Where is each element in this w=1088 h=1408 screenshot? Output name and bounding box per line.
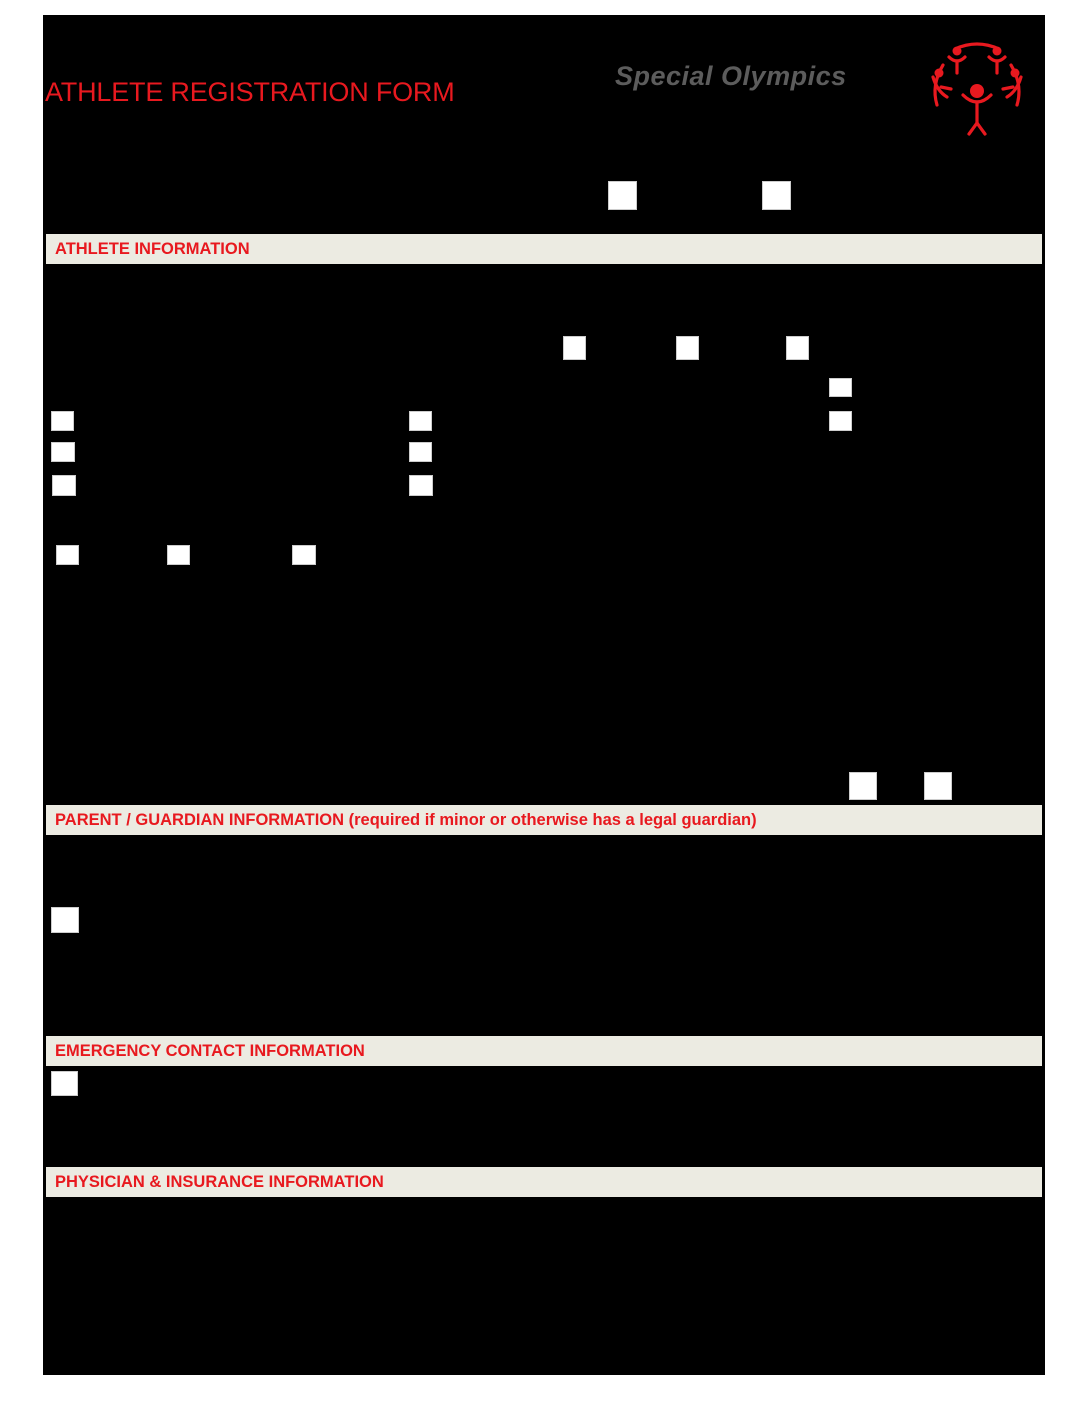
checkbox[interactable] xyxy=(924,772,952,800)
section-header-emergency-contact: EMERGENCY CONTACT INFORMATION xyxy=(46,1036,1042,1066)
checkbox[interactable] xyxy=(409,442,432,462)
section-header-physician-insurance: PHYSICIAN & INSURANCE INFORMATION xyxy=(46,1167,1042,1197)
brand-wordmark: Special Olympics xyxy=(615,61,847,91)
section-header-parent-guardian: PARENT / GUARDIAN INFORMATION (required if minor or otherwise has a legal guardian) xyxy=(46,805,1042,835)
checkbox[interactable] xyxy=(762,181,791,210)
form-page xyxy=(43,15,1045,1375)
checkbox[interactable] xyxy=(676,336,699,360)
checkbox[interactable] xyxy=(51,442,75,462)
checkbox[interactable] xyxy=(563,336,586,360)
section-header-athlete: ATHLETE INFORMATION xyxy=(46,234,1042,264)
checkbox[interactable] xyxy=(608,181,637,210)
checkbox[interactable] xyxy=(52,475,76,496)
checkbox[interactable] xyxy=(167,545,190,565)
checkbox[interactable] xyxy=(829,378,852,397)
checkbox[interactable] xyxy=(51,1071,78,1096)
checkbox[interactable] xyxy=(409,475,433,496)
special-olympics-logo-icon xyxy=(927,35,1027,137)
checkbox[interactable] xyxy=(56,545,79,565)
checkbox[interactable] xyxy=(409,411,432,431)
checkbox[interactable] xyxy=(829,411,852,431)
checkbox[interactable] xyxy=(51,907,79,933)
checkbox[interactable] xyxy=(51,411,74,431)
checkbox[interactable] xyxy=(786,336,809,360)
form-title: ATHLETE REGISTRATION FORM xyxy=(45,77,455,107)
checkbox[interactable] xyxy=(292,545,316,565)
checkbox[interactable] xyxy=(849,772,877,800)
